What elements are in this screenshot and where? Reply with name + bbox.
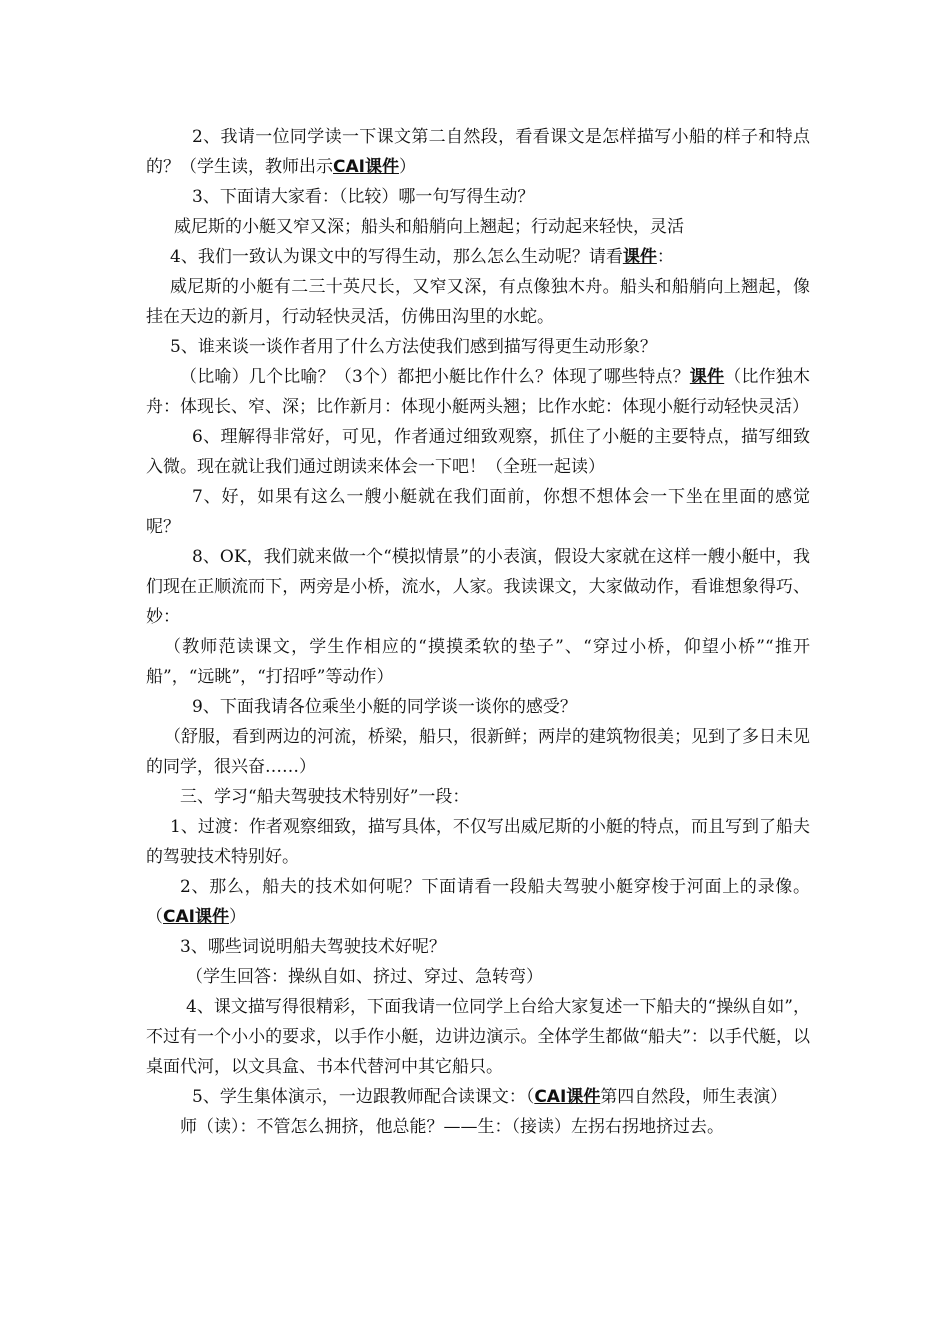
paragraph-item-5-demo bbox=[146, 1082, 810, 1112]
paragraph-text: 威尼斯的小艇又窄又深；船头和船艄向上翘起；行动起来轻快，灵活 bbox=[174, 217, 684, 237]
paragraph-text: 5、谁来谈一谈作者用了什么方法使我们感到描写得更生动形象？ bbox=[170, 337, 657, 357]
paragraph-text: （教师范读课文，学生作相应的“摸摸柔软的垫子”、“穿过小桥，仰望小桥”“推开船”，“远眺”，“打招呼”等动作） bbox=[146, 637, 810, 687]
paragraph-item-9 bbox=[146, 692, 810, 722]
paragraph-text: 威尼斯的小艇有二三十英尺长，又窄又深，有点像独木舟。船头和船艄向上翘起，像挂在天边的新月，行动轻快灵活，仿佛田沟里的水蛇。 bbox=[146, 277, 810, 327]
paragraph-text: 三、学习“船夫驾驶技术特别好”一段： bbox=[180, 787, 470, 807]
paragraph-text: 1、过渡：作者观察细致，描写具体，不仅写出威尼斯的小艇的特点，而且写到了船夫的驾驶技术特别好。 bbox=[146, 817, 810, 867]
paragraph-text: （比喻）几个比喻？（3个）都把小艇比作什么？体现了哪些特点？ bbox=[180, 367, 690, 387]
paragraph-student-feelings bbox=[146, 722, 810, 782]
cai-courseware-link[interactable]: CAI课件 bbox=[534, 1087, 601, 1107]
paragraph-text: 4、课文描写得很精彩，下面我请一位同学上台给大家复述一下船夫的“操纵自如”，不过有一个小小的要求，以手作小艇，边讲边演示。全体学生都做“船夫”：以手代艇，以桌面代河，以文具盒、书本代替河中其它船只。 bbox=[146, 997, 810, 1077]
paragraph-metaphor-analysis bbox=[146, 362, 810, 422]
paragraph-text: ） bbox=[398, 157, 416, 177]
paragraph-quoted-text bbox=[146, 272, 810, 332]
paragraph-text: 第四自然段，师生表演） bbox=[600, 1087, 788, 1107]
paragraph-item-5 bbox=[146, 332, 810, 362]
paragraph-text: 8、OK，我们就来做一个“模拟情景”的小表演，假设大家就在这样一艘小艇中，我们现在正顺流而下，两旁是小桥，流水，人家。我读课文，大家做动作，看谁想象得巧、妙： bbox=[146, 547, 810, 627]
paragraph-text: 2、那么，船夫的技术如何呢？下面请看一段船夫驾驶小艇穿梭于河面上的录像。（ bbox=[146, 877, 810, 927]
paragraph-item-6 bbox=[146, 422, 810, 482]
paragraph-item-4 bbox=[146, 242, 810, 272]
cai-courseware-link[interactable]: CAI课件 bbox=[163, 907, 229, 927]
paragraph-item-3-words bbox=[146, 932, 810, 962]
paragraph-text: 2、我请一位同学读一下课文第二自然段，看看课文是怎样描写小船的样子和特点的？（学生读，教师出示 bbox=[146, 127, 810, 177]
paragraph-text: 3、下面请大家看：（比较）哪一句写得生动？ bbox=[192, 187, 535, 207]
paragraph-student-answer bbox=[146, 962, 810, 992]
cai-courseware-link[interactable]: CAI课件 bbox=[333, 157, 399, 177]
paragraph-text: 7、好，如果有这么一艘小艇就在我们面前，你想不想体会一下坐在里面的感觉呢？ bbox=[146, 487, 810, 537]
paragraph-teacher-reading bbox=[146, 632, 810, 692]
paragraph-text: （学生回答：操纵自如、挤过、穿过、急转弯） bbox=[186, 967, 543, 987]
courseware-link[interactable]: 课件 bbox=[622, 247, 657, 267]
paragraph-dialogue bbox=[146, 1112, 810, 1142]
paragraph-item-4-retell bbox=[146, 992, 810, 1082]
paragraph-item-7 bbox=[146, 482, 810, 542]
paragraph-item-3 bbox=[146, 182, 810, 212]
paragraph-comparison-sentence bbox=[146, 212, 810, 242]
paragraph-item-8 bbox=[146, 542, 810, 632]
paragraph-transition bbox=[146, 812, 810, 872]
paragraph-text: ： bbox=[656, 247, 674, 267]
section-heading-three bbox=[146, 782, 810, 812]
paragraph-text: 5、学生集体演示，一边跟教师配合读课文：（ bbox=[192, 1087, 535, 1107]
paragraph-text: 3、哪些词说明船夫驾驶技术好呢？ bbox=[180, 937, 446, 957]
paragraph-boatman-skill bbox=[146, 872, 810, 932]
courseware-link[interactable]: 课件 bbox=[689, 367, 725, 387]
paragraph-text: 6、理解得非常好，可见，作者通过细致观察，抓住了小艇的主要特点，描写细致入微。现在就让我们通过朗读来体会一下吧！（全班一起读） bbox=[146, 427, 810, 477]
paragraph-text: 4、我们一致认为课文中的写得生动，那么怎么生动呢？请看 bbox=[170, 247, 623, 267]
paragraph-text: （舒服，看到两边的河流，桥梁，船只，很新鲜；两岸的建筑物很美；见到了多日未见的同学，很兴奋……） bbox=[146, 727, 810, 777]
paragraph-text: （比作独木舟：体现长、窄、深；比作新月：体现小艇两头翘；比作水蛇：体现小艇行动轻快灵活） bbox=[146, 367, 810, 417]
paragraph-text: ） bbox=[228, 907, 246, 927]
paragraph-text: 师（读）：不管怎么拥挤，他总能？——生：（接读）左拐右拐地挤过去。 bbox=[180, 1117, 724, 1137]
paragraph-text: 9、下面我请各位乘坐小艇的同学谈一谈你的感受？ bbox=[192, 697, 577, 717]
paragraph-item-2 bbox=[146, 122, 810, 182]
